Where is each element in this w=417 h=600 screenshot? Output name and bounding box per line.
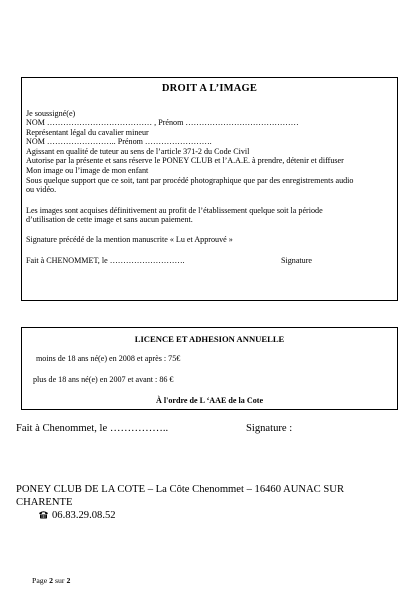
line-soussigne: Je soussigné(e) [26,109,76,118]
club-address: PONEY CLUB DE LA COTE – La Côte Chenommet – 16460 AUNAC SUR [16,484,345,495]
line-support: Sous quelque support que ce soit, tant par procédé photographique que par des enregistrements audio [26,176,354,185]
page-word: Page [32,576,48,585]
signature-label-box: Signature [281,256,313,265]
line-nom-prenom: NOM ………………………………… , Prénom …………………………………… [26,118,299,127]
page-current: 2 [49,576,54,585]
club-phone [38,510,116,521]
page-of-word: sur [54,576,65,585]
line-autorise: Autorise par la présente et sans réserve le PONEY CLUB et l’A.A.E. à prendre, détenir et diffuser [26,156,344,165]
licence-payment-order: À l'ordre de L ‘AAE de la Cote [155,396,264,405]
line-acquises: Les images sont acquises définitivement au profit de l’établissement quelque soit la période [26,206,323,215]
signature-label: Signature : [246,423,293,434]
line-mention: Signature précédé de la mention manuscrite « Lu et Approuvé » [26,235,233,244]
line-representant: Représentant légal du cavalier mineur [26,128,149,137]
fait-a-chenommet-box: Fait à CHENOMMET, le ………………………. [26,256,185,265]
licence-title: LICENCE ET ADHESION ANNUELLE [134,334,285,344]
droit-image-title: DROIT A L’IMAGE [161,83,258,94]
line-mon-image: Mon image ou l’image de mon enfant [26,166,149,175]
licence-box [21,327,398,410]
line-utilisation: d’utilisation de cette image et sans aucun paiement. [26,215,193,224]
fait-a-chenommet: Fait à Chenommet, le …………….. [16,423,169,434]
line-nom-prenom-mineur: NOM …………………….. Prénom ……………………. [26,137,212,146]
line-agissant: Agissant en qualité de tuteur au sens de l’article 371-2 du Code Civil [26,147,250,156]
club-address-city: CHARENTE [16,497,73,508]
phone-number: 06.83.29.08.52 [52,510,116,521]
telephone-icon [38,510,49,519]
line-video: ou vidéo. [26,185,57,194]
licence-price-over-18: plus de 18 ans né(e) en 2007 et avant : 86 € [33,375,174,384]
licence-price-under-18: moins de 18 ans né(e) en 2008 et après : 75€ [36,354,181,363]
droit-image-box [21,77,398,301]
page-total: 2 [66,576,71,585]
page-footer [32,576,70,585]
